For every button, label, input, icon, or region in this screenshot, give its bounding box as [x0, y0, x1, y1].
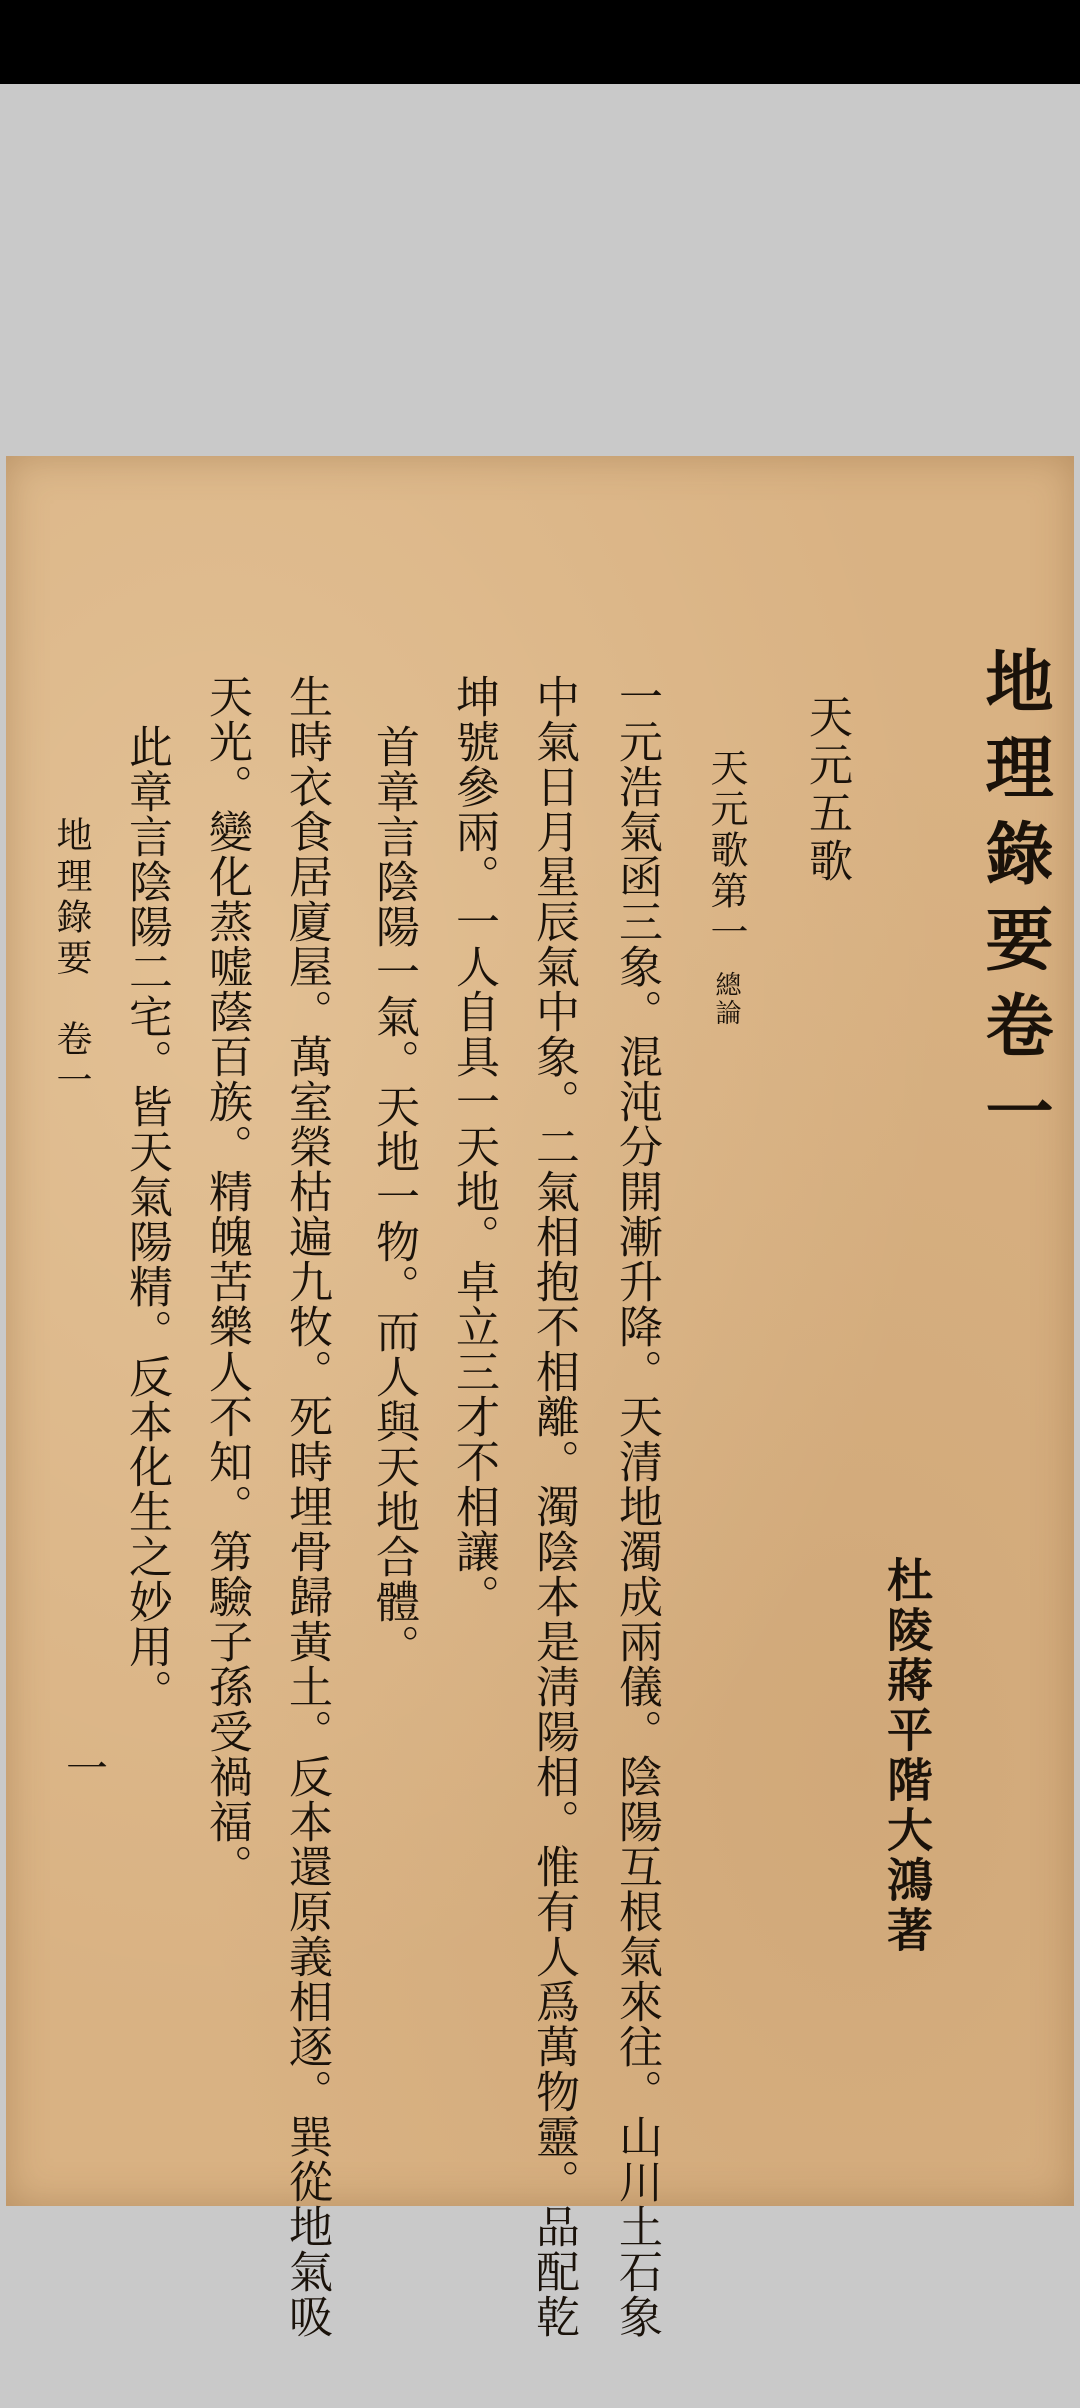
text-column: 坤號參兩。一人自具一天地。卓立三才不相讓。 — [448, 674, 499, 1619]
text-column: 天光。變化蒸嘘蔭百族。精魄苦樂人不知。第驗子孫受禍福。 — [201, 674, 252, 1889]
running-head-title: 地理錄要 — [51, 816, 92, 980]
book-title: 地理錄要卷一 — [974, 646, 1054, 1162]
text-column: 首章言陰陽一氣。天地一物。而人與天地合體。 — [368, 724, 419, 1669]
text-column: 此章言陰陽二宅。皆天氣陽精。反本化生之妙用。 — [121, 724, 172, 1714]
text-column: 一元浩氣函三象。混沌分開漸升降。天清地濁成兩儀。陰陽互根氣來往。山川土石象 — [611, 674, 662, 2339]
text-column: 中氣日月星辰氣中象。二氣相抱不相離。濁陰本是淸陽相。惟有人爲萬物靈。品配乾 — [528, 674, 579, 2339]
author-credit: 杜陵蔣平階大鴻著 — [880, 1556, 934, 1956]
running-head-volume: 卷一 — [51, 1020, 92, 1102]
image-viewer[interactable] — [0, 84, 1080, 2408]
subsection-title: 天元歌第一 — [704, 748, 748, 953]
status-bar — [0, 0, 1080, 84]
section-heading: 天元五歌 — [801, 694, 852, 886]
page-number: 一 — [60, 1746, 109, 1788]
scanned-page — [6, 456, 1074, 2339]
running-head — [46, 816, 97, 1102]
subsection-note: 總論 — [711, 971, 741, 1027]
subsection-heading — [699, 748, 754, 1027]
text-column: 生時衣食居廈屋。萬室榮枯遍九牧。死時埋骨歸黃土。反本還原義相逐。巽從地氣吸 — [281, 674, 332, 2339]
